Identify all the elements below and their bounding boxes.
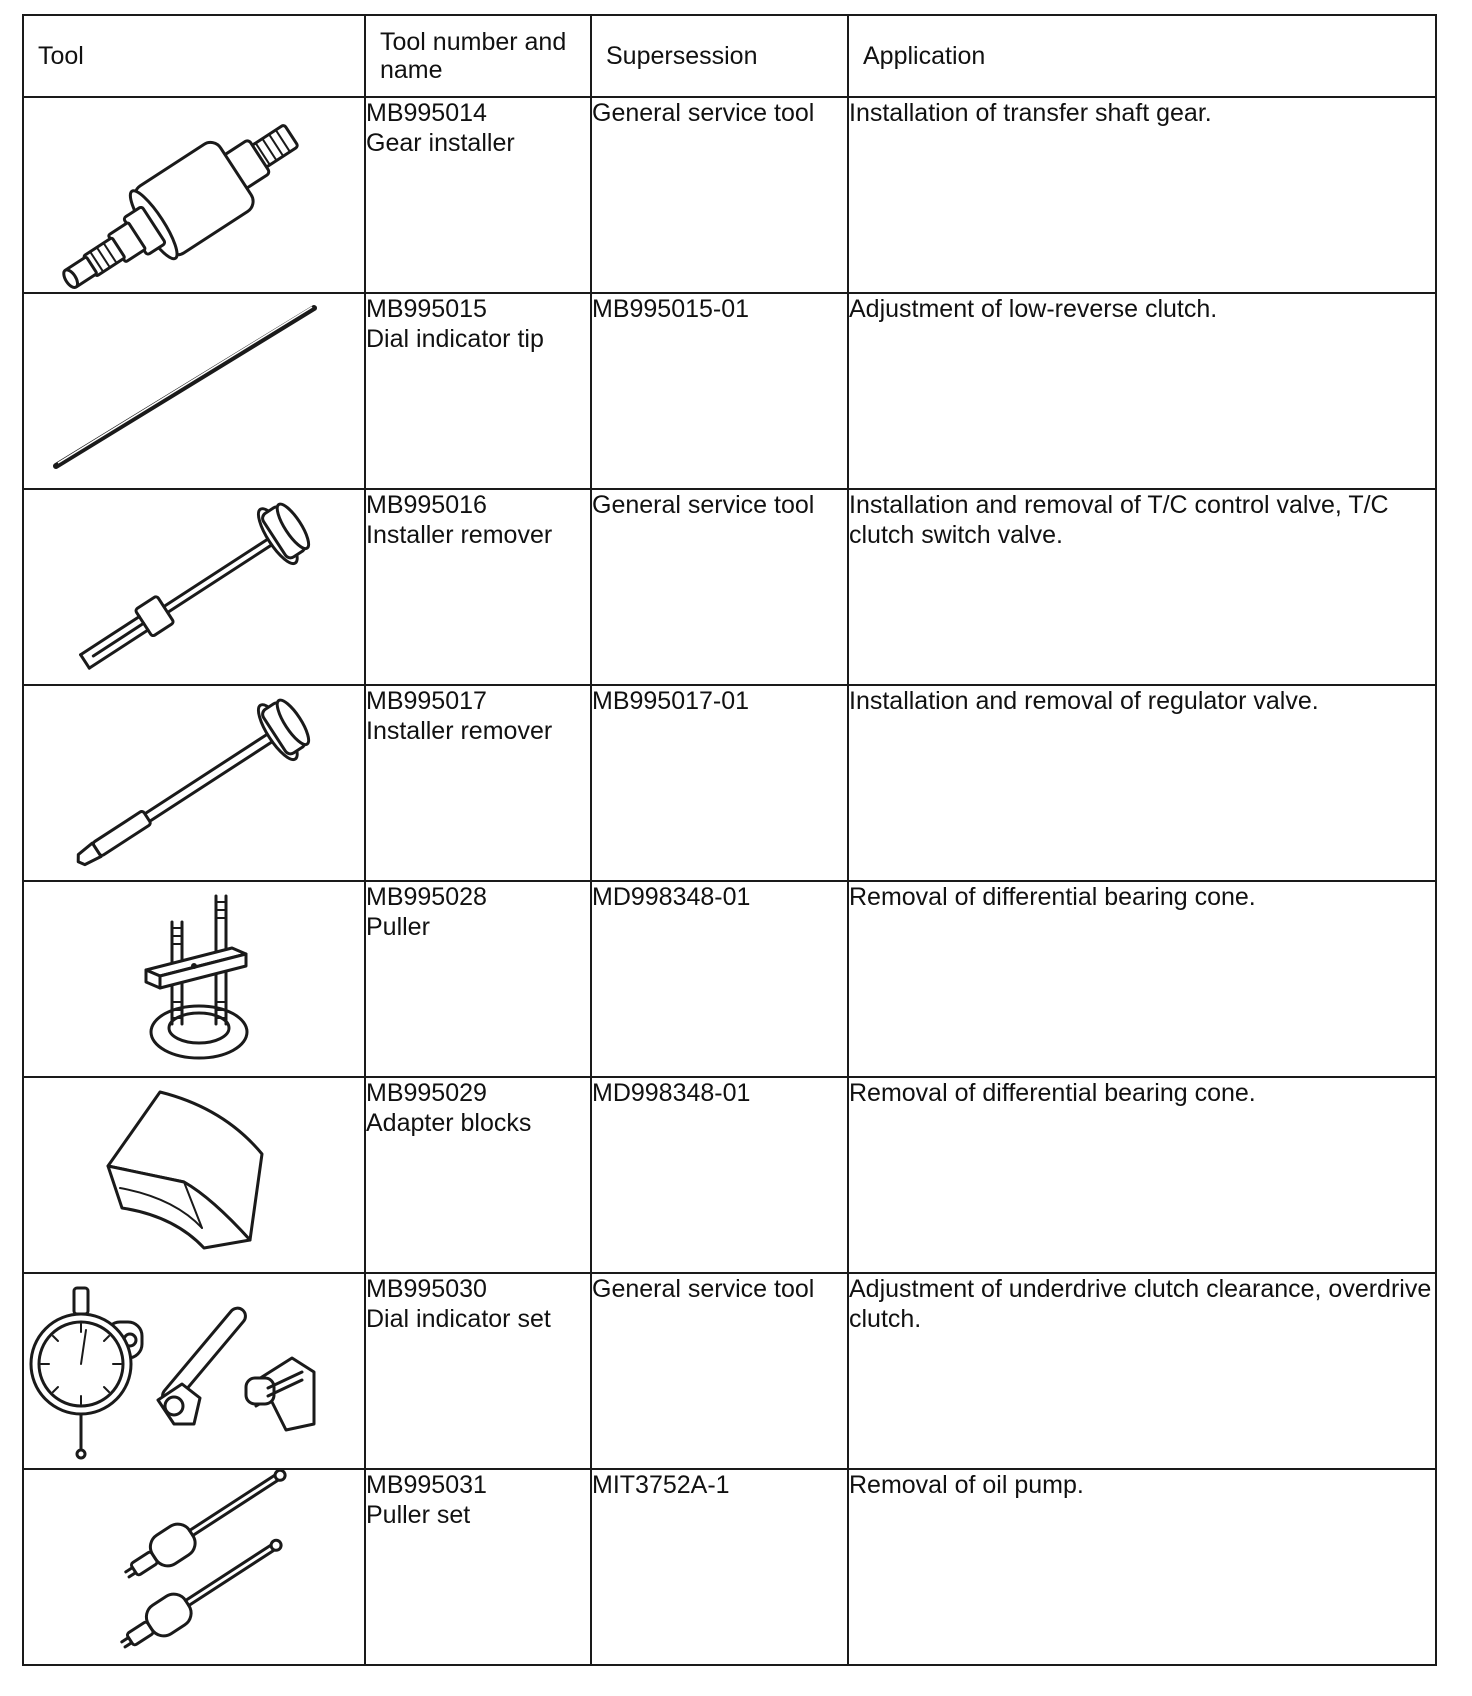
tool-number-name-cell [365, 685, 591, 881]
header-application: Application [848, 15, 1436, 97]
tool-illustration-cell [23, 293, 365, 489]
tool-number-name-cell [365, 97, 591, 293]
tool-number-name-cell [365, 1273, 591, 1469]
tool-name: Puller [366, 913, 430, 941]
installer-remover-icon [24, 490, 364, 684]
tool-name: Installer remover [366, 717, 553, 745]
tool-number-name-cell [365, 489, 591, 685]
tool-number: MB995014 [366, 99, 487, 127]
adapter-blocks-icon [24, 1078, 364, 1272]
supersession-cell: MD998348-01 [591, 1077, 848, 1273]
tool-illustration-cell [23, 1469, 365, 1665]
application-cell: Removal of oil pump. [848, 1469, 1436, 1665]
supersession-cell: MD998348-01 [591, 881, 848, 1077]
tool-number: MB995031 [366, 1471, 487, 1499]
gear-installer-icon [24, 98, 364, 292]
application-cell: Installation of transfer shaft gear. [848, 97, 1436, 293]
tool-name: Adapter blocks [366, 1109, 532, 1137]
application-cell: Installation and removal of regulator valve. [848, 685, 1436, 881]
dial-indicator-set-icon [24, 1274, 364, 1468]
header-supersession: Supersession [591, 15, 848, 97]
special-tools-table [22, 14, 1437, 1666]
tool-number-name-cell [365, 881, 591, 1077]
application-cell: Adjustment of underdrive clutch clearance, overdrive clutch. [848, 1273, 1436, 1469]
tool-illustration-cell [23, 489, 365, 685]
application-cell: Removal of differential bearing cone. [848, 881, 1436, 1077]
table-row [23, 1273, 1436, 1469]
tool-number-name-cell [365, 1469, 591, 1665]
supersession-cell: MIT3752A-1 [591, 1469, 848, 1665]
table-row [23, 293, 1436, 489]
puller-set-icon [24, 1470, 364, 1664]
table-row [23, 1469, 1436, 1665]
header-tool: Tool [23, 15, 365, 97]
tool-number: MB995028 [366, 883, 487, 911]
header-tool-number-name: Tool number and name [365, 15, 591, 97]
dial-indicator-tip-icon [24, 294, 364, 488]
tool-name: Gear installer [366, 129, 515, 157]
tool-number: MB995017 [366, 687, 487, 715]
tool-number: MB995030 [366, 1275, 487, 1303]
table-row [23, 1077, 1436, 1273]
tool-illustration-cell [23, 1077, 365, 1273]
supersession-cell: MB995017-01 [591, 685, 848, 881]
table-row [23, 489, 1436, 685]
supersession-cell: MB995015-01 [591, 293, 848, 489]
application-cell: Adjustment of low-reverse clutch. [848, 293, 1436, 489]
application-cell: Removal of differential bearing cone. [848, 1077, 1436, 1273]
tool-name: Dial indicator tip [366, 325, 544, 353]
supersession-cell: General service tool [591, 489, 848, 685]
table-header-row [23, 15, 1436, 97]
tool-illustration-cell [23, 1273, 365, 1469]
tool-illustration-cell [23, 97, 365, 293]
installer-remover-icon [24, 686, 364, 880]
application-cell: Installation and removal of T/C control valve, T/C clutch switch valve. [848, 489, 1436, 685]
tool-number: MB995015 [366, 295, 487, 323]
table-row [23, 685, 1436, 881]
tool-number-name-cell [365, 293, 591, 489]
tool-number: MB995029 [366, 1079, 487, 1107]
table-row [23, 881, 1436, 1077]
tool-number-name-cell [365, 1077, 591, 1273]
table-row [23, 97, 1436, 293]
tool-number: MB995016 [366, 491, 487, 519]
supersession-cell: General service tool [591, 1273, 848, 1469]
tool-illustration-cell [23, 881, 365, 1077]
puller-icon [24, 882, 364, 1076]
supersession-cell: General service tool [591, 97, 848, 293]
tool-illustration-cell [23, 685, 365, 881]
tool-name: Installer remover [366, 521, 553, 549]
tool-name: Dial indicator set [366, 1305, 551, 1333]
tool-name: Puller set [366, 1501, 471, 1529]
